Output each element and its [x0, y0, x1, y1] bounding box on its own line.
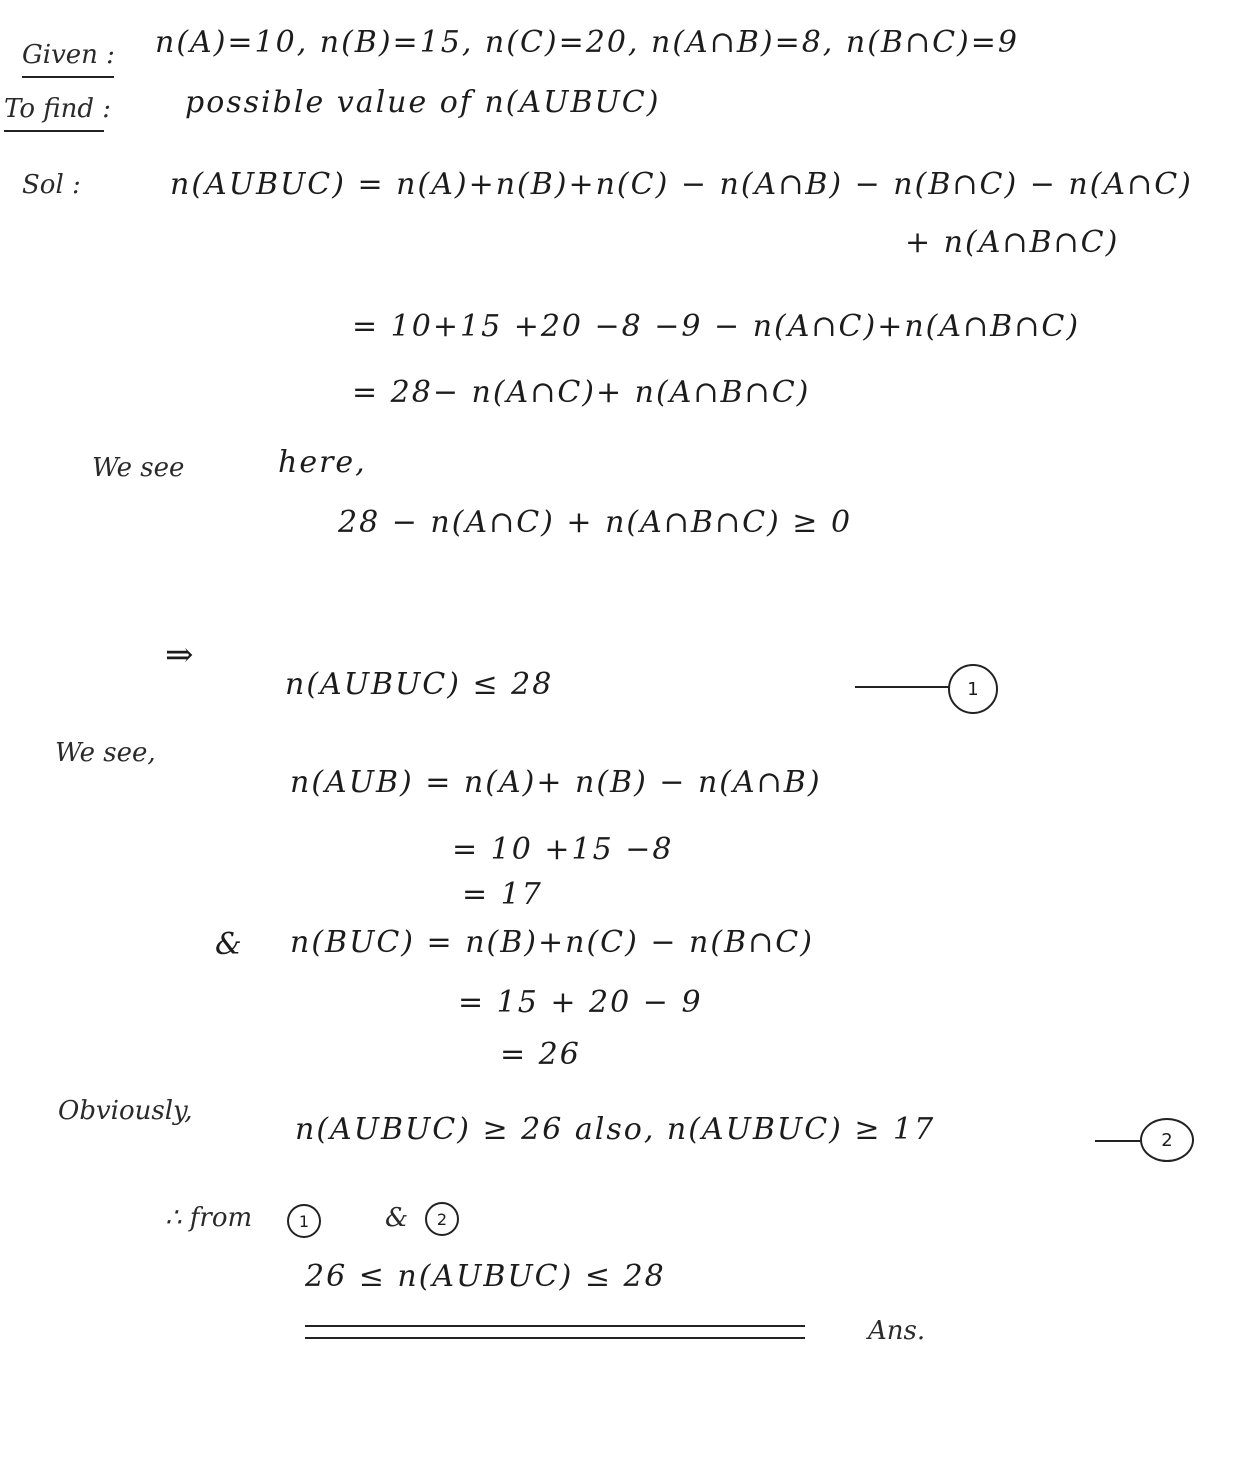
we-see-label-2: We see,: [55, 738, 156, 768]
given-label: Given :: [22, 40, 115, 70]
answer-underline-2: [305, 1337, 805, 1339]
tofind-label: To find :: [4, 94, 111, 124]
here-label: here,: [278, 445, 367, 480]
final-answer: 26 ≤ n(AUBUC) ≤ 28: [305, 1259, 666, 1294]
inequality: 28 − n(A∩C) + n(A∩B∩C) ≥ 0: [338, 505, 853, 540]
aub-line-1: n(AUB) = n(A)+ n(B) − n(A∩B): [290, 765, 822, 800]
step-1: = 10+15 +20 −8 −9 − n(A∩C)+n(A∩B∩C): [352, 309, 1081, 344]
result-1: n(AUBUC) ≤ 28: [285, 667, 554, 702]
implies-arrow: ⇒: [165, 635, 196, 675]
buc-line-2: = 15 + 20 − 9: [458, 985, 703, 1020]
obviously-label: Obviously,: [58, 1096, 193, 1126]
marker-1-circle: 1: [948, 664, 998, 714]
tofind-text: possible value of n(AUBUC): [185, 85, 661, 120]
marker-2-circle: 2: [1140, 1118, 1194, 1162]
marker-1-line: [855, 686, 950, 688]
buc-line-3: = 26: [500, 1037, 581, 1072]
from-and: &: [385, 1203, 409, 1233]
formula-line-1: n(AUBUC) = n(A)+n(B)+n(C) − n(A∩B) − n(B∩C) − n(A∩C): [170, 167, 1193, 202]
step-2: = 28− n(A∩C)+ n(A∩B∩C): [352, 375, 811, 410]
buc-line-1: n(BUC) = n(B)+n(C) − n(B∩C): [290, 925, 814, 960]
therefore-prefix: ∴ from: [165, 1203, 253, 1233]
we-see-label: We see: [92, 453, 185, 483]
given-underline: [22, 76, 114, 78]
tofind-underline: [4, 130, 104, 132]
given-text: n(A)=10, n(B)=15, n(C)=20, n(A∩B)=8, n(B∩C)=9: [155, 25, 1019, 60]
sol-label: Sol :: [22, 170, 81, 200]
from-marker-2: 2: [425, 1202, 459, 1236]
ans-label: Ans.: [868, 1316, 926, 1346]
formula-line-2: + n(A∩B∩C): [905, 225, 1120, 260]
marker-2-line: [1095, 1140, 1140, 1142]
obviously-line: n(AUBUC) ≥ 26 also, n(AUBUC) ≥ 17: [295, 1112, 936, 1147]
aub-line-2: = 10 +15 −8: [452, 832, 674, 867]
aub-line-3: = 17: [462, 877, 543, 912]
from-marker-1: 1: [287, 1204, 321, 1238]
answer-underline-1: [305, 1325, 805, 1327]
and-sign: &: [215, 927, 244, 962]
